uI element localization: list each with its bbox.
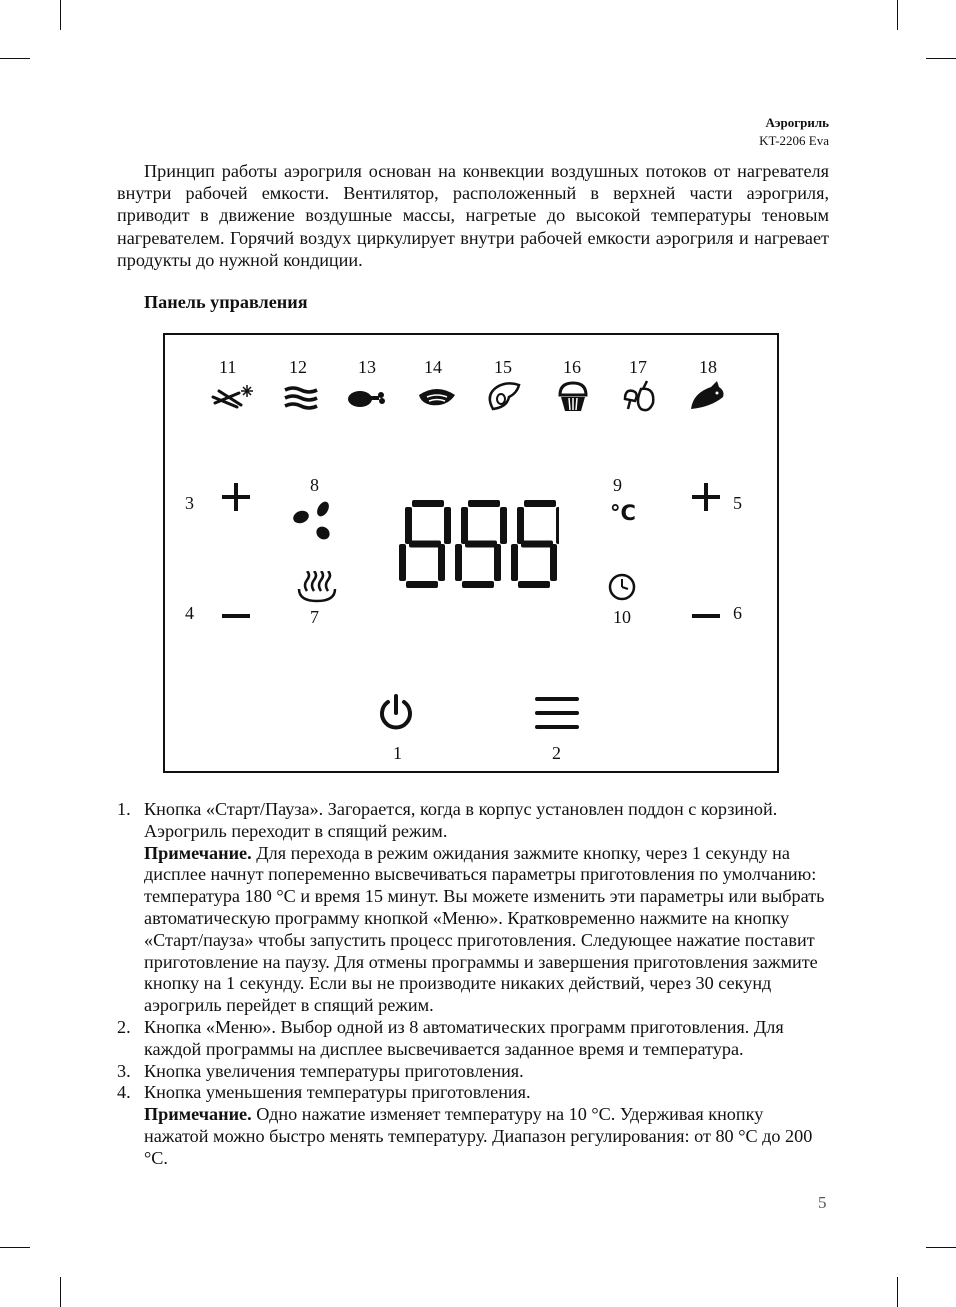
note-text: Одно нажатие изменяет температуру на 10 °С. Удерживая кнопку нажатой можно быстро менять температуру. Диапазон регулирования: от 80 °С до 200 °С. [144,1104,813,1168]
fish-icon[interactable] [689,379,727,413]
list-item [117,1017,829,1061]
control-panel-diagram [163,333,779,773]
display-segment [521,541,553,548]
section-title: Панель управления [144,292,308,312]
time-plus-button[interactable] [692,483,720,511]
display-segment [399,544,406,581]
display-segment [468,500,500,507]
label-celsius: 9 [613,475,622,495]
bacon-icon[interactable] [283,385,319,411]
label-fan: 8 [310,475,319,495]
label-temp-minus: 4 [185,603,194,623]
display-segment [405,507,412,544]
program-number: 12 [289,357,307,377]
item-text: Кнопка увеличения температуры приготовления. [144,1060,524,1081]
label-heating: 7 [310,607,319,627]
display-segment [556,507,559,544]
label-time-minus: 6 [733,603,742,623]
item-text: Кнопка «Меню». Выбор одной из 8 автоматических программ приготовления. Для каждой программы на дисплее высвечивается заданное время и температура. [144,1016,784,1059]
fan-icon [289,497,337,545]
label-time-plus: 5 [733,493,742,513]
intro-paragraph: Принцип работы аэрогриля основан на конвекции воздушных потоков от нагревателя внутри рабочей емкости. Вентилятор, расположенный в верхней части аэрогриля, приводит в движение воздушные массы, нагретые до высокой температуры теновым нагревателем. Горячий воздух циркулирует внутри рабочей емкости аэрогриля и нагревает продукты до нужной кондиции. [117,161,829,270]
list-item [117,1082,829,1169]
program-number: 16 [563,357,581,377]
item-number: 1. [117,799,131,819]
fries-frozen-icon[interactable] [211,383,253,411]
label-temp-plus: 3 [185,493,194,513]
page-number: 5 [818,1193,827,1212]
shrimp-icon[interactable] [417,385,457,409]
temp-plus-button[interactable] [222,483,250,511]
seven-segment-display [397,500,559,592]
display-segment [550,544,557,581]
list-item [117,1061,829,1083]
display-segment [500,507,507,544]
program-number: 18 [699,357,717,377]
timer-icon [608,573,636,601]
crop-mark [0,58,30,59]
label-menu: 2 [552,743,561,763]
label-timer: 10 [613,607,631,627]
display-segment [409,541,441,548]
list-item [117,799,829,1017]
display-segment [465,541,497,548]
display-segment [524,500,556,507]
header-model: KT-2206 Eva [759,133,829,148]
instructions-list [117,799,829,1170]
crop-mark [926,1247,956,1248]
crop-mark [60,1277,61,1307]
label-power: 1 [393,743,402,763]
display-segment [438,544,445,581]
item-text: Кнопка уменьшения температуры приготовления. [144,1082,531,1103]
display-segment [511,544,518,581]
display-segment [518,581,550,588]
item-number: 4. [117,1082,131,1103]
muffin-icon[interactable] [557,381,589,413]
display-segment [494,544,501,581]
item-text: Кнопка «Старт/Пауза». Загорается, когда в корпус установлен поддон с корзиной. Аэрогриль переходит в спящий режим. [144,799,778,841]
celsius-symbol: °C [610,501,636,525]
display-segment [455,544,462,581]
display-segment [444,507,451,544]
crop-mark [897,1277,898,1307]
program-number: 14 [424,357,442,377]
crop-mark [897,0,898,30]
program-number: 13 [358,357,376,377]
header-title: Аэрогриль [765,115,829,130]
menu-button[interactable] [535,697,579,729]
program-number: 11 [219,357,237,377]
display-segment [412,500,444,507]
heating-icon [297,571,337,603]
temp-minus-button[interactable] [222,613,250,619]
crop-mark [60,0,61,30]
running-header [759,114,829,150]
display-segment [406,581,438,588]
crop-mark [0,1247,30,1248]
program-number: 15 [494,357,512,377]
note-label: Примечание. [144,842,252,863]
display-segment [462,581,494,588]
steak-icon[interactable] [487,381,523,413]
time-minus-button[interactable] [692,613,720,619]
vegetables-icon[interactable] [621,379,657,413]
display-segment [517,507,524,544]
item-number: 3. [117,1060,131,1081]
display-segment [461,507,468,544]
note-label: Примечание. [144,1104,252,1125]
program-number: 17 [629,357,647,377]
crop-mark [926,58,956,59]
item-number: 2. [117,1016,131,1037]
power-button[interactable] [377,693,415,733]
drumstick-icon[interactable] [347,387,387,409]
note-text: Для перехода в режим ожидания зажмите кнопку, через 1 секунду на дисплее начнут попеременно высвечиваться параметры приготовления по умолчанию: температура 180 °С и время 15 минут. Вы можете изменить эти параметры или выбрать автоматическую программу кнопкой «Меню». Кратковременно нажмите на кнопку «Старт/пауза» чтобы запустить процесс приготовления. Следующее нажатие поставит приготовление на паузу. Для отмены программы и завершения приготовления зажмите кнопку на 1 секунду. Если вы не производите никаких действий, через 30 секунд аэрогриль перейдет в спящий режим. [144,842,825,1016]
